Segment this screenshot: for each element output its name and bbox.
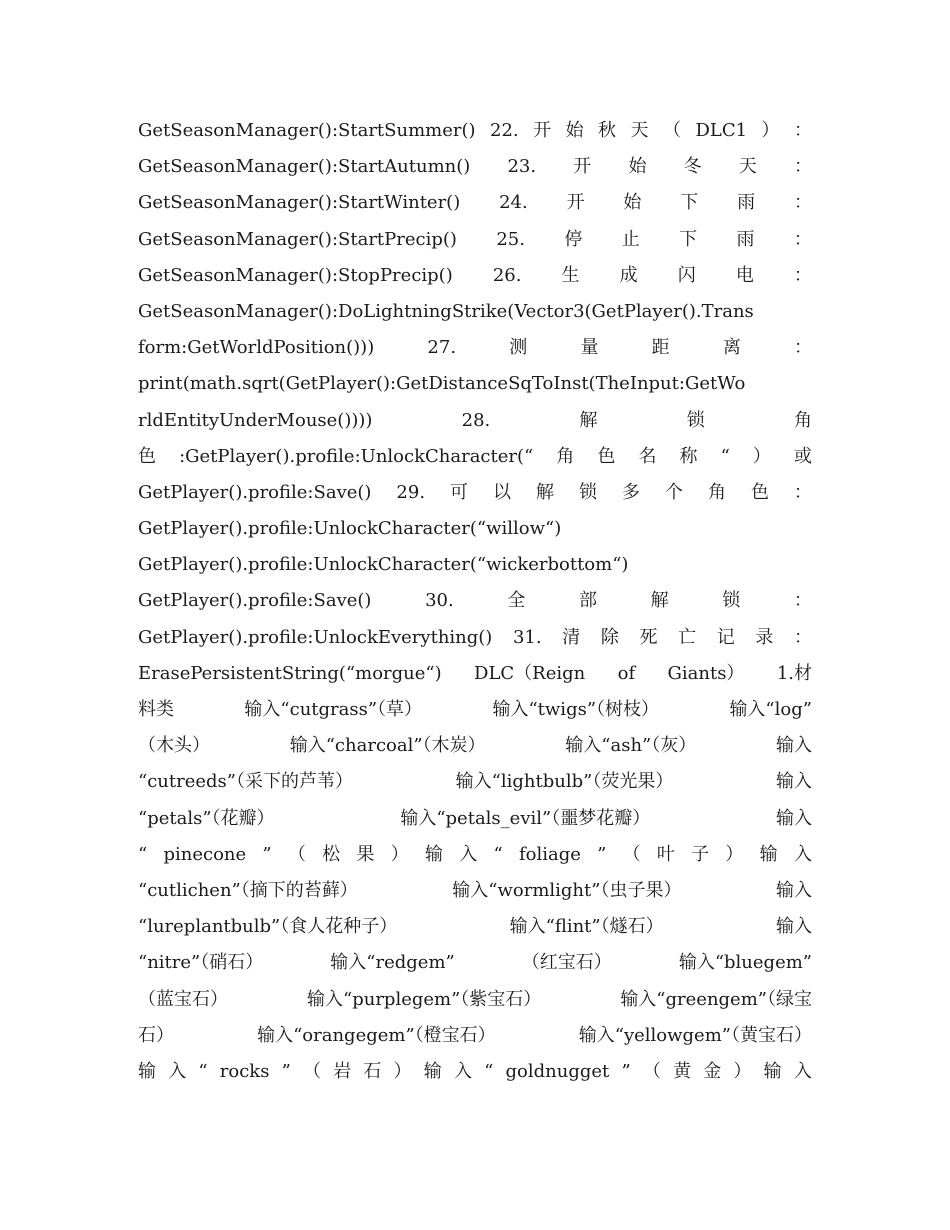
text-segment: 石 xyxy=(363,1060,382,1082)
text-segment: 录 xyxy=(755,626,774,648)
text-segment: 22. xyxy=(490,120,519,141)
text-line xyxy=(138,837,812,873)
text-segment: 23. xyxy=(507,156,537,178)
text-segment: 输 xyxy=(763,1060,782,1082)
text-line xyxy=(138,945,812,981)
text-segment: ： xyxy=(793,590,812,612)
text-segment: 料类 xyxy=(138,699,174,720)
text-segment: 个 xyxy=(664,481,683,503)
text-segment: 始 xyxy=(628,156,647,178)
text-segment: “ xyxy=(484,1060,494,1082)
text-segment: 输入“twigs”（树枝） xyxy=(492,699,660,720)
text-segment: 岩 xyxy=(333,1060,352,1082)
text-segment: ） xyxy=(390,843,409,865)
text-segment: GetSeasonManager():StartSummer() xyxy=(138,120,476,141)
text-segment: 输 xyxy=(424,843,443,865)
text-line xyxy=(138,909,812,945)
text-segment: goldnugget xyxy=(505,1060,610,1082)
text-segment: 亡 xyxy=(678,626,697,648)
text-segment: 入 xyxy=(453,1060,472,1082)
text-segment: （ xyxy=(287,843,306,865)
text-segment: 叶 xyxy=(656,843,675,865)
text-segment: ： xyxy=(793,481,812,503)
text-segment: 输入“orangegem”（橙宝石） xyxy=(257,1024,496,1046)
text-segment: 清 xyxy=(562,626,581,648)
text-segment: 输入 xyxy=(776,879,812,901)
text-segment: 输入“purplegem”（紫宝石） xyxy=(307,988,542,1010)
text-segment: foliage xyxy=(518,843,581,865)
text-segment: ： xyxy=(793,228,812,250)
text-segment: 或 xyxy=(793,445,812,467)
text-segment: 全 xyxy=(507,590,526,612)
text-segment: pinecone xyxy=(163,843,247,865)
text-segment: ） xyxy=(761,120,780,141)
text-segment: （红宝石） xyxy=(521,952,612,974)
text-segment: 开 xyxy=(573,156,592,178)
text-segment: （ xyxy=(622,843,641,865)
text-segment: 停 xyxy=(564,228,583,250)
text-segment: 闪 xyxy=(677,264,696,286)
text-segment: 锁 xyxy=(686,409,705,431)
text-segment: GetPlayer().profile:Save() xyxy=(138,590,372,612)
text-segment: ： xyxy=(794,337,812,359)
text-line xyxy=(138,475,812,511)
text-segment: 输入“petals_evil”（噩梦花瓣） xyxy=(400,807,651,829)
text-segment: （木头） xyxy=(138,735,210,757)
text-segment: 子 xyxy=(691,843,710,865)
text-line xyxy=(138,222,812,258)
text-line xyxy=(138,583,812,619)
text-segment: 距 xyxy=(651,337,670,359)
text-segment: 下 xyxy=(680,192,699,214)
text-segment: rldEntityUnderMouse()))) xyxy=(138,409,373,431)
text-segment: 角 xyxy=(707,481,726,503)
text-segment: 黄 xyxy=(673,1060,692,1082)
text-segment: 输入“lightbulb”（荧光果） xyxy=(455,771,674,793)
text-line xyxy=(138,801,812,837)
text-segment: GetSeasonManager():StartAutumn() xyxy=(138,156,471,178)
text-segment: 输入“flint”（燧石） xyxy=(509,916,664,938)
text-line xyxy=(138,439,812,475)
text-line xyxy=(138,403,812,439)
text-segment: ） xyxy=(733,1060,752,1082)
text-segment: ： xyxy=(793,264,812,286)
text-segment: “ xyxy=(198,1060,208,1082)
text-segment: GetPlayer().profile:UnlockCharacter(“wickerbottom“) xyxy=(138,554,629,576)
text-segment: ） xyxy=(725,843,744,865)
text-segment: 称 xyxy=(679,445,698,467)
text-line xyxy=(138,982,812,1018)
text-segment: 输入“bluegem” xyxy=(678,952,812,974)
text-segment: 量 xyxy=(580,337,599,359)
text-segment: 开 xyxy=(533,120,552,141)
text-segment: （ xyxy=(642,1060,661,1082)
text-line xyxy=(138,185,812,221)
text-line xyxy=(138,1054,812,1090)
text-segment: 松 xyxy=(322,843,341,865)
text-segment: 色 xyxy=(138,445,156,467)
text-segment: :GetPlayer().profile:UnlockCharacter(“ xyxy=(179,445,534,467)
text-segment: GetSeasonManager():StartPrecip() xyxy=(138,228,457,250)
text-segment: 冬 xyxy=(683,156,702,178)
text-segment: 28. xyxy=(461,409,491,431)
text-segment: 29. xyxy=(396,481,426,503)
text-segment: ） xyxy=(393,1060,412,1082)
text-segment: rocks xyxy=(219,1060,270,1082)
text-segment: “nitre”（硝石） xyxy=(138,952,264,974)
text-segment: ” xyxy=(281,1060,291,1082)
text-segment: 色 xyxy=(597,445,616,467)
text-line xyxy=(138,149,812,185)
text-segment: 入 xyxy=(168,1060,187,1082)
text-line xyxy=(138,511,812,547)
text-segment: 输入“cutgrass”（草） xyxy=(244,699,423,720)
text-segment: 天 xyxy=(738,156,757,178)
text-segment: 记 xyxy=(716,626,735,648)
document-body-text xyxy=(138,113,812,1090)
text-segment: （ xyxy=(662,120,681,141)
text-segment: 天 xyxy=(630,120,649,141)
text-segment: 输入“wormlight”（虫子果） xyxy=(452,879,682,901)
text-segment: 生 xyxy=(561,264,580,286)
text-segment: GetPlayer().profile:UnlockCharacter(“willow“) xyxy=(138,518,562,540)
text-segment: 输入“yellowgem”（黄宝石） xyxy=(578,1024,812,1046)
text-segment: ： xyxy=(793,626,812,648)
text-segment: 石） xyxy=(138,1024,174,1046)
text-segment: “cutlichen”（摘下的苔藓） xyxy=(138,879,358,901)
text-segment: “cutreeds”（采下的芦苇） xyxy=(138,771,353,793)
text-segment: 部 xyxy=(579,590,597,612)
text-line xyxy=(138,113,812,149)
text-segment: （蓝宝石） xyxy=(138,988,228,1010)
text-segment: 止 xyxy=(621,228,640,250)
text-segment: 色 xyxy=(750,481,769,503)
text-segment: 入 xyxy=(793,1060,812,1082)
text-segment: 输 xyxy=(138,1060,156,1082)
text-segment: GetSeasonManager():DoLightningStrike(Vector3(GetPlayer().Trans xyxy=(138,300,754,322)
text-line xyxy=(138,656,812,692)
text-segment: 角 xyxy=(556,445,575,467)
text-segment: 名 xyxy=(638,445,657,467)
text-segment: 锁 xyxy=(722,590,741,612)
text-segment: Giants） xyxy=(667,662,745,684)
text-segment: ErasePersistentString(“morgue“) xyxy=(138,662,442,684)
text-segment: 雨 xyxy=(737,192,756,214)
text-segment: 输入 xyxy=(775,807,812,829)
text-segment: ） xyxy=(752,445,771,467)
text-segment: 26. xyxy=(492,264,522,286)
text-segment: 输入 xyxy=(776,916,812,938)
text-segment: form:GetWorldPosition())) xyxy=(138,337,375,359)
text-segment: 离 xyxy=(722,337,741,359)
text-segment: 测 xyxy=(509,337,528,359)
text-segment: DLC（Reign xyxy=(474,662,586,684)
text-segment: 输入“charcoal”（木炭） xyxy=(289,735,486,757)
text-segment: ： xyxy=(794,120,812,141)
text-line xyxy=(138,764,812,800)
text-segment: 电 xyxy=(735,264,754,286)
text-segment: 成 xyxy=(619,264,638,286)
text-line xyxy=(138,728,812,764)
text-segment: 可 xyxy=(450,481,469,503)
text-segment: 角 xyxy=(794,409,812,431)
text-segment: （ xyxy=(303,1060,322,1082)
text-segment: “petals”（花瓣） xyxy=(138,807,275,829)
text-segment: 27. xyxy=(427,337,457,359)
text-segment: 输入“log” xyxy=(729,699,812,720)
text-line xyxy=(138,547,812,583)
text-segment: 始 xyxy=(565,120,584,141)
text-segment: ： xyxy=(793,156,812,178)
text-segment: 输入“redgem” xyxy=(330,952,455,974)
text-segment: 输入“ash”（灰） xyxy=(565,735,697,757)
text-line xyxy=(138,873,812,909)
text-segment: 解 xyxy=(579,409,598,431)
text-segment: 秋 xyxy=(598,120,617,141)
text-segment: GetSeasonManager():StopPrecip() xyxy=(138,264,453,286)
text-line xyxy=(138,692,812,728)
text-segment: 下 xyxy=(679,228,698,250)
text-segment: 入 xyxy=(793,843,812,865)
text-segment: 以 xyxy=(493,481,512,503)
text-segment: 解 xyxy=(536,481,555,503)
text-segment: 开 xyxy=(566,192,585,214)
text-segment: GetPlayer().profile:UnlockEverything() xyxy=(138,626,493,648)
text-segment: “lureplantbulb”（食人花种子） xyxy=(138,916,398,938)
text-segment: 金 xyxy=(703,1060,722,1082)
text-line xyxy=(138,1018,812,1054)
text-segment: 31. xyxy=(512,626,542,648)
text-segment: 多 xyxy=(621,481,640,503)
text-segment: “ xyxy=(138,843,148,865)
text-segment: ： xyxy=(793,192,812,214)
text-segment: 雨 xyxy=(736,228,755,250)
text-segment: 输入“greengem”（绿宝 xyxy=(620,988,812,1010)
text-segment: 输 xyxy=(423,1060,442,1082)
text-line xyxy=(138,330,812,366)
text-segment: 锁 xyxy=(579,481,597,503)
text-line xyxy=(138,258,812,294)
text-line xyxy=(138,294,812,330)
text-segment: 果 xyxy=(356,843,375,865)
text-segment: 死 xyxy=(639,626,658,648)
text-segment: ” xyxy=(597,843,607,865)
text-segment: 除 xyxy=(600,626,619,648)
text-segment: 24. xyxy=(499,192,528,214)
text-segment: GetSeasonManager():StartWinter() xyxy=(138,192,461,214)
text-segment: 始 xyxy=(623,192,642,214)
text-segment: of xyxy=(617,662,636,684)
text-segment: 输 xyxy=(759,843,778,865)
text-segment: 输入 xyxy=(776,735,812,757)
text-segment: ” xyxy=(262,843,272,865)
text-line xyxy=(138,620,812,656)
text-segment: 25. xyxy=(496,228,525,250)
text-segment: GetPlayer().profile:Save() xyxy=(138,481,372,503)
text-line xyxy=(138,366,812,402)
text-segment: 1.材 xyxy=(776,662,812,684)
text-segment: 解 xyxy=(650,590,669,612)
text-segment: print(math.sqrt(GetPlayer():GetDistanceSqToInst(TheInput:GetWo xyxy=(138,373,746,395)
text-segment: 输入 xyxy=(776,771,812,793)
text-segment: “ xyxy=(493,843,503,865)
text-segment: ” xyxy=(621,1060,631,1082)
text-segment: 入 xyxy=(459,843,478,865)
text-segment: “ xyxy=(720,445,730,467)
text-segment: DLC1 xyxy=(695,120,748,141)
text-segment: 30. xyxy=(425,590,454,612)
